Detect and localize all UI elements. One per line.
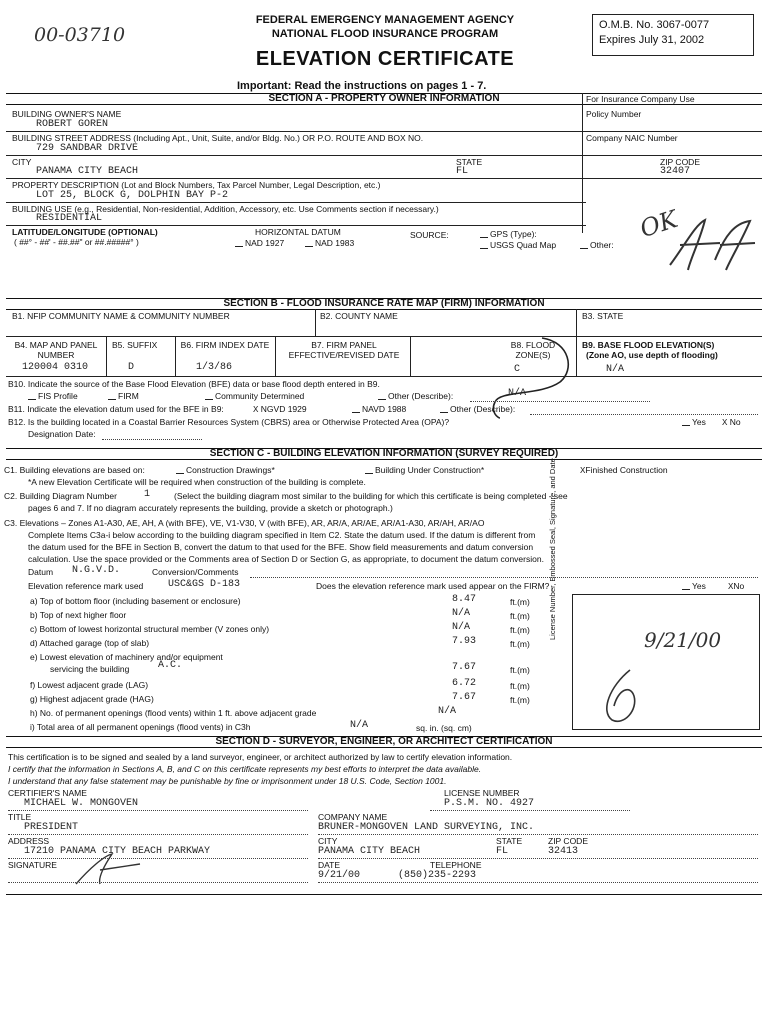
d-date-label: DATE [318,860,341,870]
d-certify: I certify that the information in Sections A, B, and C on this certificate represents my best efforts to interpret the data available. [8,764,482,774]
section-a-title: SECTION A - PROPERTY OWNER INFORMATION [268,93,500,104]
seal-signature-mark [590,666,670,726]
c3b-label: b) Top of next higher floor [30,610,127,620]
important-note: Important: Read the instructions on pages 1 - 7. [237,80,487,92]
section-d-title: SECTION D - SURVEYOR, ENGINEER, OR ARCHITECT CERTIFICATION [215,736,553,747]
c1-finished-check: X [580,466,586,476]
omb-number: O.M.B. No. 3067-0077 [599,19,710,31]
b12-yes-option[interactable] [682,417,706,427]
policy-number-label: Policy Number [586,109,642,119]
c3f-value: 6.72 [452,678,477,689]
b6-label: B6. FIRM INDEX DATE [180,340,270,350]
b11-navd-option[interactable] [352,404,406,414]
ref-value: USC&GS D-183 [168,579,241,590]
b4-value: 120004 0310 [22,362,89,373]
address-label: BUILDING STREET ADDRESS (Including Apt., Unit, Suite, and/or Bldg. No.) OR P.O. ROUTE AND BOX NO. [12,133,424,143]
title-value: PRESIDENT [24,822,79,833]
handwritten-file-number: 00-03710 [34,24,126,46]
c3g-label: g) Highest adjacent grade (HAG) [30,694,154,704]
ref-no-check: X [728,582,734,592]
b10-firm-label: FIRM [118,391,139,401]
nad1927-label: NAD 1927 [245,238,285,248]
b1-label: B1. NFIP COMMUNITY NAME & COMMUNITY NUMBER [12,311,230,321]
c3g-value: 7.67 [452,692,477,703]
d-address-label: ADDRESS [8,836,50,846]
c3h-label: h) No. of permanent openings (flood vents) within 1 ft. above adjacent grade [30,708,317,718]
usgs-label: USGS Quad Map [490,240,557,250]
program-name: NATIONAL FLOOD INSURANCE PROGRAM [271,28,499,40]
certifier-signature-mark[interactable] [70,850,150,890]
latlong-format: ( ##° - ##' - ##.##" or ##.#####° ) [14,237,139,247]
c3d-label: d) Attached garage (top of slab) [30,638,150,648]
b5-value: D [128,362,135,373]
company-label: COMPANY NAME [318,812,388,822]
c1-finished-option[interactable] [580,465,668,476]
section-b-title: SECTION B - FLOOD INSURANCE RATE MAP (FIRM) INFORMATION [223,298,545,309]
c3d-unit: ft.(m) [510,639,530,649]
b12-no-label: No [729,417,741,427]
c3f-unit: ft.(m) [510,681,530,691]
c3d-value: 7.93 [452,636,477,647]
b8-value: C [514,364,521,375]
address-value: 729 SANDBAR DRIVE [36,143,139,154]
c2-value: 1 [144,489,151,500]
b10-text: B10. Indicate the source of the Base Flood Elevation (BFE) data or base flood depth entered in B9. [8,379,380,389]
building-use-label: BUILDING USE (e.g., Residential, Non-residential, Addition, Accessory, etc. Use Comments section if necessary.) [12,204,439,214]
b5-label: B5. SUFFIX [112,340,158,350]
c3c-value: N/A [452,622,471,633]
c1-note: *A new Elevation Certificate will be required when construction of the building is complete. [28,477,366,487]
b8-label: B8. FLOOD ZONE(S) [510,340,556,360]
b11-text: B11. Indicate the elevation datum used for the BFE in B9: [8,404,224,414]
owner-value: ROBERT GOREN [36,119,109,130]
gps-option[interactable] [480,229,537,239]
nad1983-option[interactable] [305,238,354,248]
section-d-header [6,736,762,748]
c1-construction-option[interactable] [176,465,275,475]
d-state-value: FL [496,846,509,857]
license-value: P.S.M. NO. 4927 [444,798,535,809]
building-use-value: RESIDENTIAL [36,213,103,224]
c3-line1: C3. Elevations – Zones A1-A30, AE, AH, A (with BFE), VE, V1-V30, V (with BFE), AR, AR/A, AR/AE, AR/A1-A30, AR/AH, AR/AO [4,518,485,528]
b11-ngvd-check: X [253,405,259,415]
b10-community-option[interactable] [205,391,304,401]
horizontal-datum-label: HORIZONTAL DATUM [255,227,341,237]
b2-label: B2. COUNTY NAME [320,311,398,321]
city-label: CITY [12,157,32,167]
c3b-unit: ft.(m) [510,611,530,621]
ref-label: Elevation reference mark used [28,581,144,591]
page-title: ELEVATION CERTIFICATE [255,48,515,70]
b12-designation-label: Designation Date: [28,429,96,439]
other-source-label: Other: [590,240,614,250]
b9-label: B9. BASE FLOOD ELEVATION(S) [582,340,715,350]
c3-line4: calculation. Use the space provided or the Comments area of Section D or Section G, as appropriate, to document the datum conversion. [28,554,544,564]
b11-ngvd-option[interactable] [253,404,307,415]
b12-text: B12. Is the building located in a Coastal Barrier Resources System (CBRS) area or Otherwise Protected Area (OPA)? [8,417,450,427]
b10-fis-option[interactable] [28,391,78,401]
latlong-label: LATITUDE/LONGITUDE (OPTIONAL) [12,227,158,237]
handwritten-seal-date: 9/21/00 [644,628,722,652]
c3-line2: Complete Items C3a-i below according to the building diagram specified in Item C2. State the datum used. If the datum is different from [28,530,536,540]
b3-label: B3. STATE [582,311,624,321]
c3h-value: N/A [438,706,457,717]
state-value: FL [456,166,469,177]
c3f-label: f) Lowest adjacent grade (LAG) [30,680,149,690]
city-value: PANAMA CITY BEACH [36,166,139,177]
ref-no-label: No [733,581,745,591]
d-intro: This certification is to be signed and sealed by a land surveyor, engineer, or architect authorized by law to certify elevation information. [8,752,513,762]
c3i-unit: sq. in. (sq. cm) [416,723,472,733]
datum-value: N.G.V.D. [72,565,121,576]
c3g-unit: ft.(m) [510,695,530,705]
c2-rest: (Select the building diagram most similar to the building for which this certificate is being completed - see [174,491,568,501]
b11-navd-label: NAVD 1988 [362,404,407,414]
phone-label: TELEPHONE [430,860,482,870]
c3-line3: the datum used for the BFE in Section B, convert the datum to that used for the BFE. Show field measurements and datum conversion [28,542,534,552]
c1-text: C1. Building elevations are based on: [4,465,145,475]
c1-under-label: Building Under Construction* [375,465,485,475]
d-zip-label: ZIP CODE [548,836,588,846]
c3e-label-cont: servicing the building [50,664,130,674]
b10-firm-option[interactable] [108,391,139,401]
license-label: LICENSE NUMBER [444,788,520,798]
c3e-unit: ft.(m) [510,665,530,675]
ref-question: Does the elevation reference mark used appear on the FIRM? [316,581,550,591]
property-desc-label: PROPERTY DESCRIPTION (Lot and Block Numbers, Tax Parcel Number, Legal Description, etc.) [12,180,381,190]
certifier-label: CERTIFIER'S NAME [8,788,87,798]
c2-rest2: pages 6 and 7. If no diagram accurately represents the building, provide a sketch or photograph.) [28,503,393,513]
c3i-label: i) Total area of all permanent openings (flood vents) in C3h [30,722,251,732]
b10-fis-label: FIS Profile [38,391,78,401]
section-c-title: SECTION C - BUILDING ELEVATION INFORMATION (SURVEY REQUIRED) [209,448,559,459]
c1-under-option[interactable] [365,465,484,475]
d-address-value: 17210 PANAMA CITY BEACH PARKWAY [24,846,211,857]
b4-label: B4. MAP AND PANEL NUMBER [14,340,98,360]
omb-expiration: Expires July 31, 2002 [599,34,705,46]
zip-label: ZIP CODE [660,157,700,167]
omb-box [592,14,754,56]
conversion-label: Conversion/Comments [152,567,239,577]
b7-label: B7. FIRM PANEL EFFECTIVE/REVISED DATE [288,340,400,360]
b9-value: N/A [606,364,625,375]
signature-label: SIGNATURE [8,860,57,870]
usgs-option[interactable] [480,240,556,250]
property-desc-value: LOT 25, BLOCK G, DOLPHIN BAY P-2 [36,190,229,201]
b11-other-option[interactable] [440,404,515,414]
section-b-header [6,298,762,310]
c3a-label: a) Top of bottom floor (including basement or enclosure) [30,596,241,606]
d-state-label: STATE [496,836,523,846]
ref-no-option[interactable] [728,581,744,592]
handwritten-initials-mark [660,215,760,275]
b10-other-label: Other (Describe): [388,391,454,401]
c3e-value: 7.67 [452,662,477,673]
b12-no-check: X [722,418,728,428]
c3b-value: N/A [452,608,471,619]
b11-ngvd-label: NGVD 1929 [260,404,307,414]
nad1927-option[interactable] [235,238,284,248]
b12-yes-label: Yes [692,417,706,427]
d-city-value: PANAMA CITY BEACH [318,846,421,857]
state-label: STATE [456,157,483,167]
naic-label: Company NAIC Number [586,133,678,143]
other-source-option[interactable] [580,240,614,250]
title-label: TITLE [8,812,32,822]
source-label: SOURCE: [410,230,449,240]
insurance-use-label: For Insurance Company Use [586,94,695,104]
b10-other-option[interactable] [378,391,453,401]
c3e-ac-note: A.C. [158,660,183,671]
seal-text: License Number, Embossed Seal, Signature, and Date [548,458,557,640]
d-zip-value: 32413 [548,846,579,857]
c3a-value: 8.47 [452,594,477,605]
c3c-label: c) Bottom of lowest horizontal structural member (V zones only) [30,624,270,634]
ref-yes-label: Yes [692,581,706,591]
gps-label: GPS (Type): [490,229,537,239]
c2-text: C2. Building Diagram Number [4,491,117,501]
agency-name: FEDERAL EMERGENCY MANAGEMENT AGENCY [255,14,515,26]
ref-yes-option[interactable] [682,581,706,591]
b10-community-label: Community Determined [215,391,305,401]
nad1983-label: NAD 1983 [315,238,355,248]
zip-value: 32407 [660,166,691,177]
d-understand: I understand that any false statement may be punishable by fine or imprisonment under 18 U.S. Code, Section 1001. [8,776,447,786]
handwritten-ok: OK [636,204,682,244]
b9-sub: (Zone AO, use depth of flooding) [586,350,718,360]
datum-label: Datum [28,567,54,577]
c3e-label: e) Lowest elevation of machinery and/or equipment [30,652,223,662]
c1-construction-label: Construction Drawings* [186,465,275,475]
c1-finished-label: Finished Construction [585,465,668,475]
b11-other-label: Other (Describe): [450,404,516,414]
section-c-header [6,448,762,460]
b6-value: 1/3/86 [196,362,233,373]
certifier-value: MICHAEL W. MONGOVEN [24,798,139,809]
b10-other-value: N/A [508,388,527,399]
phone-value: (850)235-2293 [398,870,477,881]
c3a-unit: ft.(m) [510,597,530,607]
d-city-label: CITY [318,836,338,846]
company-value: BRUNER-MONGOVEN LAND SURVEYING, INC. [318,822,535,833]
c3i-value: N/A [350,720,369,731]
c3c-unit: ft.(m) [510,625,530,635]
owner-label: BUILDING OWNER'S NAME [12,109,122,119]
d-date-value: 9/21/00 [318,870,361,881]
b12-no-option[interactable] [722,417,741,428]
